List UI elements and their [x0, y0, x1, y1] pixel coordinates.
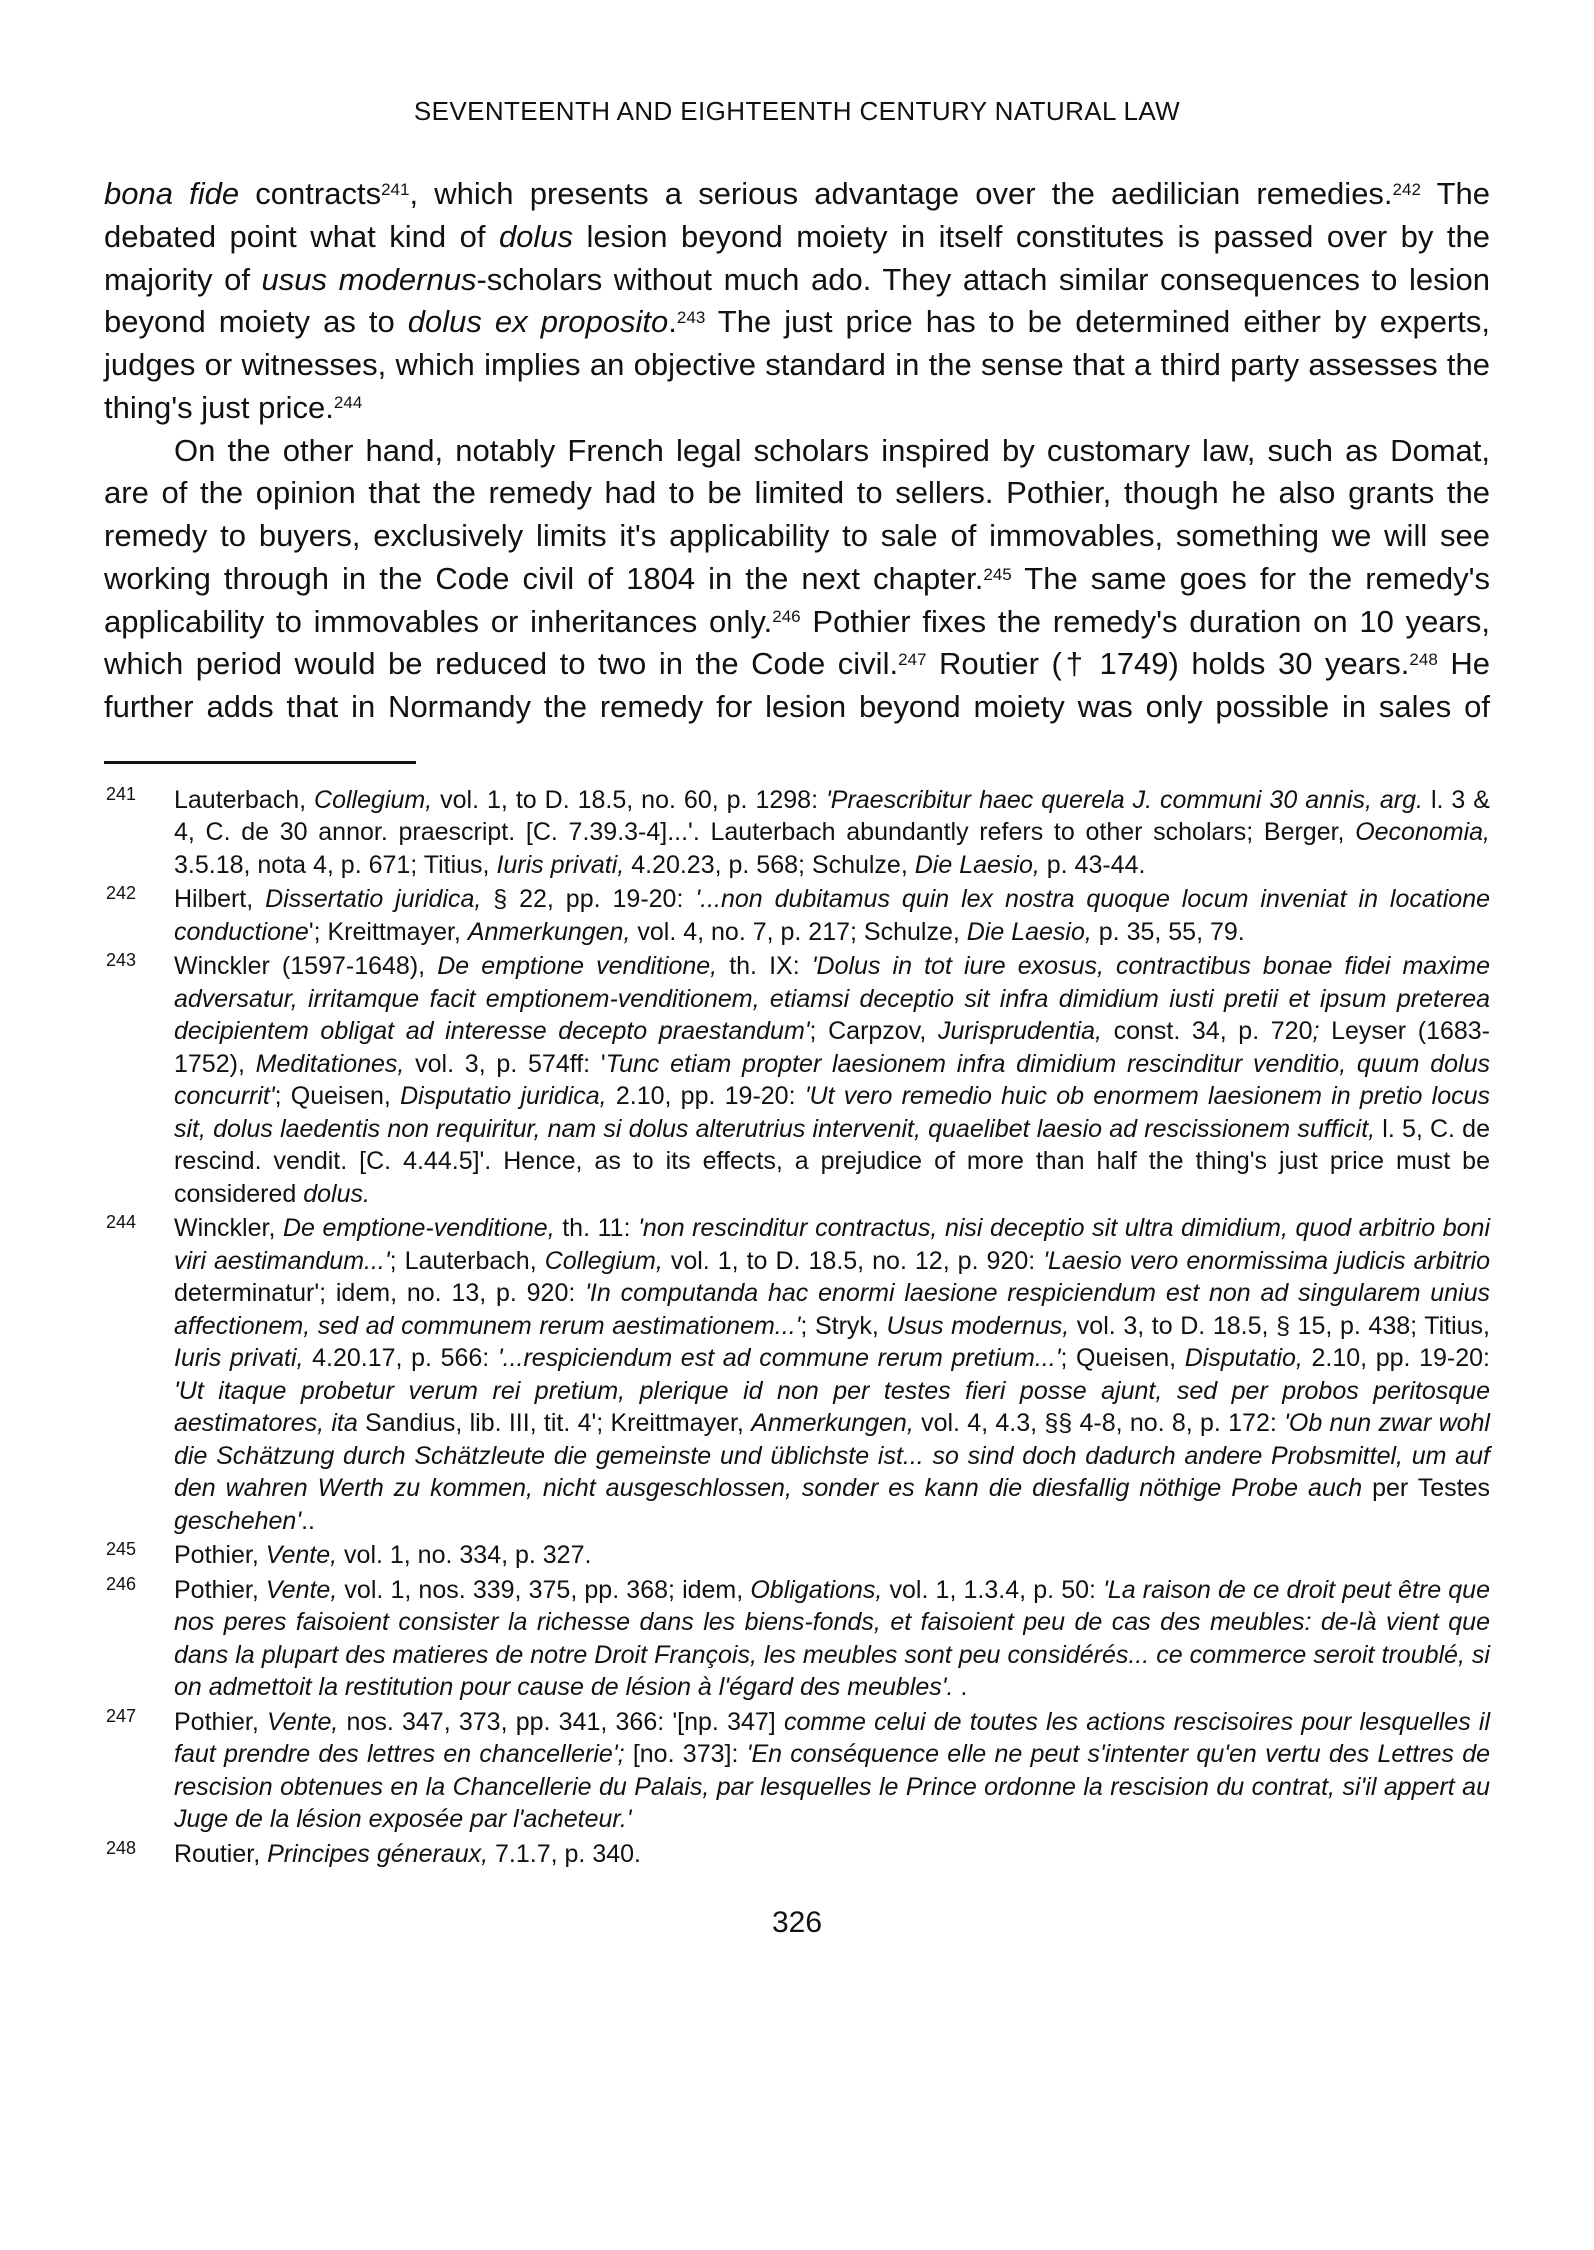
- footnote-reference: 244: [333, 393, 363, 413]
- text-run: 4.20.23, p. 568; Schulze,: [624, 850, 915, 879]
- text-run: determinatur'; idem, no. 13, p. 920:: [174, 1279, 586, 1308]
- text-run: 2.10, pp. 19-20:: [1302, 1344, 1490, 1373]
- text-run: contracts: [239, 176, 382, 211]
- text-run: l. 5, C. de rescind. vendit. [C. 4.44.5]'. Hence, as to its effects, a prejudice of more than half the thing's just price must be considered: [174, 1114, 1490, 1208]
- text-run: ; Stryk,: [800, 1311, 887, 1340]
- text-run: Vente,: [265, 1575, 338, 1604]
- text-run: th. IX:: [717, 952, 812, 981]
- text-run: Jurisprudentia,: [937, 1017, 1102, 1046]
- text-run: Principes géneraux,: [267, 1839, 489, 1868]
- body-paragraph: [104, 430, 1490, 729]
- text-run: vol. 1, no. 334, p. 327.: [337, 1541, 592, 1570]
- text-run: ; Lauterbach,: [389, 1246, 545, 1275]
- text-run: 'La raison de ce droit peut être que nos peres faisoient consister la richesse dans les biens-fonds, et faisoient peu de cas des meubles: de-là vient que dans la plupart des matieres de notre Droit François, les meubles sont peu considérés... ce commerce seroit troublé, si on admettoit la restitution pour cause de lésion à l'égard des meubles'.: [174, 1575, 1490, 1702]
- text-run: Die Laesio,: [966, 917, 1092, 946]
- footnote-reference: 242: [1392, 179, 1421, 199]
- text-run: [no. 373]:: [624, 1740, 747, 1769]
- text-run: On the other hand, notably French legal scholars inspired by customary law, such as Domat, are of the opinion that the remedy had to be limited to sellers. Pothier, though he also grants the remedy to buyers, exclusively limits it's applicability to sale of immovables, something we will see working through in the Code civil of 1804 in the next chapter.: [104, 432, 1490, 596]
- text-run: 7.1.7, p. 340.: [488, 1839, 641, 1868]
- text-run: ; Queisen,: [1060, 1344, 1185, 1373]
- text-run: per Testes: [1362, 1474, 1490, 1503]
- text-run: Pothier fixes the remedy's duration on 10 years, which period would be reduced to two in the Code civil.: [104, 603, 1491, 682]
- footnote-item: [104, 1539, 1490, 1572]
- text-run: p. 43-44.: [1039, 850, 1146, 879]
- text-run: He further adds that in Normandy the remedy for lesion beyond moiety was only possible in sales of: [104, 646, 1491, 725]
- text-run: Disputatio juridica,: [400, 1082, 607, 1111]
- text-run: const. 34, p. 720: [1101, 1017, 1313, 1046]
- text-run: Tunc etiam propter laesionem infra dimidium rescinditur venditio, quum dolus concurrit': [174, 1049, 1490, 1111]
- text-run: 4.20.17, p. 566:: [303, 1344, 498, 1373]
- text-run: vol. 1, 1.3.4, p. 50:: [882, 1575, 1104, 1604]
- text-run: Anmerkungen,: [467, 917, 631, 946]
- running-header: [104, 96, 1490, 127]
- footnote-text: [174, 952, 1490, 1208]
- text-run: Collegium,: [314, 785, 433, 814]
- text-run: De emptione-venditione,: [283, 1214, 555, 1243]
- text-run: dolus.: [303, 1179, 370, 1208]
- footnote-text: [174, 1576, 1490, 1702]
- text-run: Usus modernus,: [886, 1311, 1070, 1340]
- text-run: Routier († 1749) holds 30 years.: [926, 646, 1410, 682]
- text-run: Routier,: [174, 1839, 268, 1868]
- text-run: Pothier,: [174, 1575, 266, 1604]
- text-run: usus modernus: [261, 261, 477, 297]
- footnote-number: 248: [106, 1837, 137, 1858]
- text-run: Anmerkungen,: [751, 1409, 914, 1438]
- text-run: , which presents a serious advantage over the aedilician remedies.: [409, 176, 1393, 211]
- text-run: The same goes for the remedy's applicability to immovables or inheritances only.: [104, 560, 1490, 639]
- footnote-number: 247: [106, 1705, 137, 1726]
- text-run: l. 3 & 4, C. de 30 annor. praescript. [C. 7.39.3-4]...'. Lauterbach abundantly refers to other scholars; Berger,: [174, 785, 1490, 847]
- text-run: 2.10, pp. 19-20:: [606, 1082, 805, 1111]
- text-run: Iuris privati,: [174, 1344, 304, 1373]
- body-paragraph: [104, 173, 1490, 430]
- text-run: dolus ex proposito: [407, 304, 669, 340]
- text-run: lesion beyond moiety in itself constitutes is passed over by the majority of: [104, 218, 1490, 297]
- text-run: De emptione venditione,: [437, 952, 718, 981]
- text-run: Sandius, lib. III, tit. 4'; Kreittmayer,: [357, 1409, 752, 1438]
- text-run: Disputatio,: [1184, 1344, 1303, 1373]
- footnote-text: [174, 1840, 641, 1868]
- footnote-number: 245: [106, 1539, 137, 1560]
- page-number-text: 326: [771, 1906, 823, 1940]
- footnote-text: [174, 786, 1490, 879]
- text-run: Winckler (1597-1648),: [174, 952, 438, 981]
- body-text: [104, 173, 1490, 729]
- footnote-item: [104, 1574, 1490, 1704]
- text-run: .: [668, 304, 677, 340]
- text-run: Oeconomia,: [1355, 818, 1490, 847]
- text-run: Collegium,: [544, 1246, 663, 1275]
- footnote-number: 244: [106, 1212, 137, 1233]
- text-run: ..: [301, 1506, 316, 1535]
- text-run: nos. 347, 373, pp. 341, 366: '[np. 347]: [338, 1707, 784, 1736]
- footnote-number: 241: [106, 783, 137, 804]
- footnote-reference: 241: [381, 179, 410, 199]
- text-run: Vente,: [266, 1707, 339, 1736]
- text-run: Obligations,: [750, 1575, 883, 1604]
- footnote-item: [104, 1212, 1490, 1537]
- text-run: vol. 4, 4.3, §§ 4-8, no. 8, p. 172:: [913, 1409, 1285, 1438]
- text-run: geschehen': [174, 1506, 302, 1535]
- text-run: Meditationes,: [255, 1049, 405, 1078]
- text-run: ;: [1312, 1017, 1320, 1046]
- footnote-item: [104, 1838, 1490, 1871]
- text-run: 'Ut vero remedio huic ob enormem laesionem in pretio locus sit, dolus laedentis non requiritur, nam si dolus alterutrius intervenit, quaelibet laesio ad rescissionem sufficit,: [174, 1082, 1491, 1143]
- page-number: [104, 1906, 1490, 1940]
- footnote-reference: 248: [1409, 650, 1438, 670]
- text-run: comme celui de toutes les actions rescisoires pour lesquelles il faut prendre des lettres en chancellerie';: [174, 1707, 1491, 1769]
- text-run: Pothier,: [174, 1541, 266, 1570]
- text-run: vol. 1, nos. 339, 375, pp. 368; idem,: [337, 1575, 751, 1604]
- footnote-reference: 246: [772, 607, 801, 627]
- footnote-item: [104, 1706, 1490, 1836]
- text-run: Hilbert,: [174, 885, 266, 914]
- text-run: vol. 1, to D. 18.5, no. 12, p. 920:: [662, 1246, 1044, 1275]
- text-run: 'Laesio vero enormissima judicis arbitrio: [1043, 1246, 1490, 1275]
- text-run: -scholars without much ado. They attach similar consequences to lesion beyond moiety as to: [104, 261, 1490, 340]
- footnote-separator: [104, 761, 416, 764]
- text-run: ; Carpzov,: [809, 1017, 938, 1046]
- text-run: Winckler,: [174, 1214, 283, 1243]
- text-run: dolus: [498, 218, 574, 254]
- text-run: vol. 4, no. 7, p. 217; Schulze,: [630, 917, 967, 946]
- text-run: Dissertatio juridica,: [265, 885, 482, 914]
- footnote-item: [104, 883, 1490, 948]
- running-header-text: SEVENTEENTH AND EIGHTEENTH CENTURY NATURAL LAW: [413, 96, 1181, 126]
- text-run: Leyser (1683-1752),: [174, 1017, 1491, 1078]
- text-run: '...respiciendum est ad commune rerum pretium...': [497, 1344, 1061, 1373]
- text-run: '...non dubitamus quin lex nostra quoque locum inveniat in locatione conductione: [174, 885, 1491, 946]
- text-run: vol. 3, p. 574ff: ': [404, 1049, 606, 1078]
- footnote-item: [104, 784, 1490, 882]
- footnote-number: 242: [106, 883, 137, 904]
- footnote-number: 243: [106, 950, 137, 971]
- text-run: Iuris privati,: [496, 850, 625, 879]
- text-run: th. 11:: [554, 1214, 639, 1243]
- text-run: .: [953, 1673, 968, 1702]
- text-run: 'Praescribitur haec querela J. communi 30 annis, arg.: [826, 785, 1423, 814]
- text-run: vol. 1, to D. 18.5, no. 60, p. 1298:: [432, 785, 826, 814]
- text-run: Lauterbach,: [174, 785, 315, 814]
- text-run: ; Queisen,: [274, 1082, 401, 1111]
- text-run: 'Dolus in tot iure exosus, contractibus bonae fidei maxime adversatur, irritamque facit emptionem-venditionem, etiamsi deceptio sit infra dimidium iusti pretii et ipsum preterea decipientem obligat ad interesse decepto praestandum': [174, 952, 1490, 1046]
- text-run: Vente,: [265, 1541, 338, 1570]
- text-run: 'Ut itaque probetur verum rei pretium, plerique id non per testes fieri posse ajunt, sed per probos peritosque aestimatores, ita: [174, 1376, 1490, 1438]
- footnotes-section: [104, 784, 1490, 1871]
- text-run: 'non rescinditur contractus, nisi deceptio sit ultra dimidium, quod arbitrio boni viri aestimandum...': [174, 1214, 1490, 1275]
- text-run: 3.5.18, nota 4, p. 671; Titius,: [174, 850, 497, 879]
- text-run: Pothier,: [174, 1707, 267, 1736]
- footnote-number: 246: [106, 1573, 137, 1594]
- text-run: p. 35, 55, 79.: [1091, 917, 1245, 946]
- text-run: vol. 3, to D. 18.5, § 15, p. 438; Titius,: [1069, 1311, 1490, 1340]
- text-run: Die Laesio,: [914, 850, 1040, 879]
- text-run: 'In computanda hac enormi laesione respiciendum est non ad singularem unius affectionem, sed ad communem rerum aestimationem...': [174, 1279, 1491, 1340]
- text-run: bona fide: [104, 176, 240, 211]
- footnote-reference: 243: [676, 307, 706, 327]
- text-run: 'Ob nun zwar wohl die Schätzung durch Schätzleute die gemeinste und üblichste ist... so sind doch dadurch andere Probsmittel, um auf den wahren Werth zu kommen, nicht ausgeschlossen, sonder es kann die diesfallig nöthige Probe auch: [174, 1409, 1490, 1503]
- text-run: The just price has to be determined either by experts, judges or witnesses, which implies an objective standard in the sense that a third party assesses the thing's just price.: [104, 304, 1490, 425]
- footnote-text: [174, 1214, 1490, 1535]
- footnote-text: [174, 1708, 1490, 1834]
- text-run: § 22, pp. 19-20:: [481, 885, 696, 914]
- footnote-reference: 245: [983, 564, 1012, 584]
- text-run: The debated point what kind of: [104, 176, 1490, 254]
- footnote-text: [174, 885, 1490, 946]
- footnote-item: [104, 950, 1490, 1210]
- text-run: 'En conséquence elle ne peut s'intenter qu'en vertu des Lettres de rescision obtenues en la Chancellerie du Palais, par lesquelles le Prince ordonne la rescision du contrat, si'il appert au Juge de la lésion exposée par l'acheteur.': [174, 1740, 1491, 1834]
- footnote-text: [174, 1541, 591, 1569]
- footnote-reference: 247: [898, 650, 927, 670]
- text-run: '; Kreittmayer,: [308, 917, 468, 946]
